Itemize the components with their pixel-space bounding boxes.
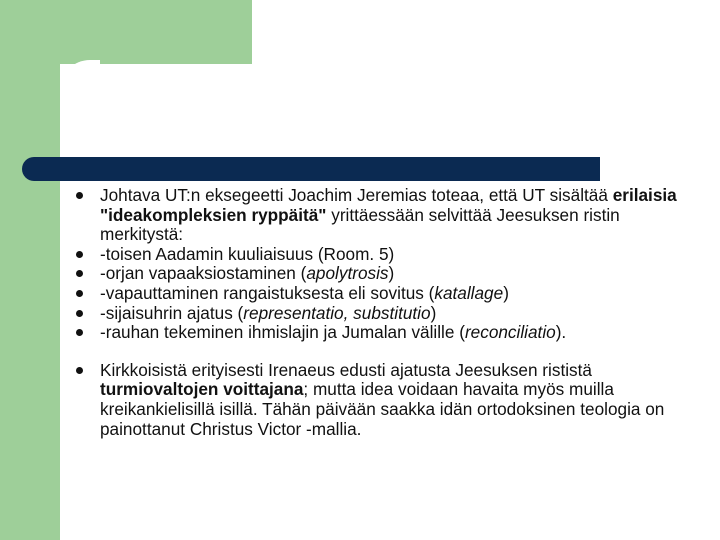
bullet-dot-icon: [76, 290, 83, 297]
item-text: -orjan vapaaksiostaminen (: [100, 263, 307, 284]
list-item: [68, 245, 688, 265]
decorative-corner-curve: [60, 60, 100, 100]
item-text: -rauhan tekeminen ihmislajin ja Jumalan välille (: [100, 322, 465, 343]
item-text: ; mutta idea voidaan havaita myös muilla kreikankielisillä isillä. Tähän päivään saakka idän ortodoksinen teologia on painottanut Christus Victor -mallia.: [100, 379, 665, 439]
item-text: ): [430, 302, 437, 323]
item-text: ): [503, 282, 509, 303]
item-bold-text: turmiovaltojen voittajana: [100, 379, 304, 400]
list-item: [68, 284, 688, 304]
list-item: [68, 186, 688, 245]
item-italic-text: katallage: [434, 282, 504, 303]
list-spacer: [68, 343, 688, 361]
bullet-dot-icon: [76, 270, 83, 277]
item-italic-text: reconciliatio: [464, 322, 556, 343]
list-item: [68, 361, 688, 439]
decorative-green-side-band: [0, 0, 60, 540]
bullet-dot-icon: [76, 251, 83, 258]
list-item: [68, 323, 688, 343]
item-text: ): [388, 263, 395, 284]
list-item: [68, 304, 688, 324]
bullet-list: [68, 186, 688, 439]
item-text: -toisen Aadamin kuuliaisuus (Room. 5): [100, 243, 395, 264]
item-italic-text: apolytrosis: [306, 263, 389, 284]
item-text: Kirkkoisistä erityisesti Irenaeus edusti ajatusta Jeesuksen rististä: [100, 359, 592, 380]
item-bold-text: erilaisia "ideakompleksien ryppäitä": [100, 185, 677, 225]
item-text: Johtava UT:n eksegeetti Joachim Jeremias toteaa, että UT sisältää: [100, 185, 613, 205]
item-italic-text: representatio, substitutio: [243, 302, 431, 323]
item-text: -sijaisuhrin ajatus (: [100, 302, 244, 323]
item-text: yrittäessään selvittää Jeesuksen ristin merkitystä:: [100, 204, 620, 245]
decorative-green-top-corner: [0, 0, 252, 64]
bullet-dot-icon: [76, 192, 83, 199]
list-item: [68, 264, 688, 284]
bullet-dot-icon: [76, 367, 83, 374]
bullet-dot-icon: [76, 310, 83, 317]
title-bar: [22, 157, 600, 181]
item-text: -vapauttaminen rangaistuksesta eli sovitus (: [100, 282, 435, 303]
item-text: ).: [555, 322, 567, 343]
bullet-dot-icon: [76, 329, 83, 336]
